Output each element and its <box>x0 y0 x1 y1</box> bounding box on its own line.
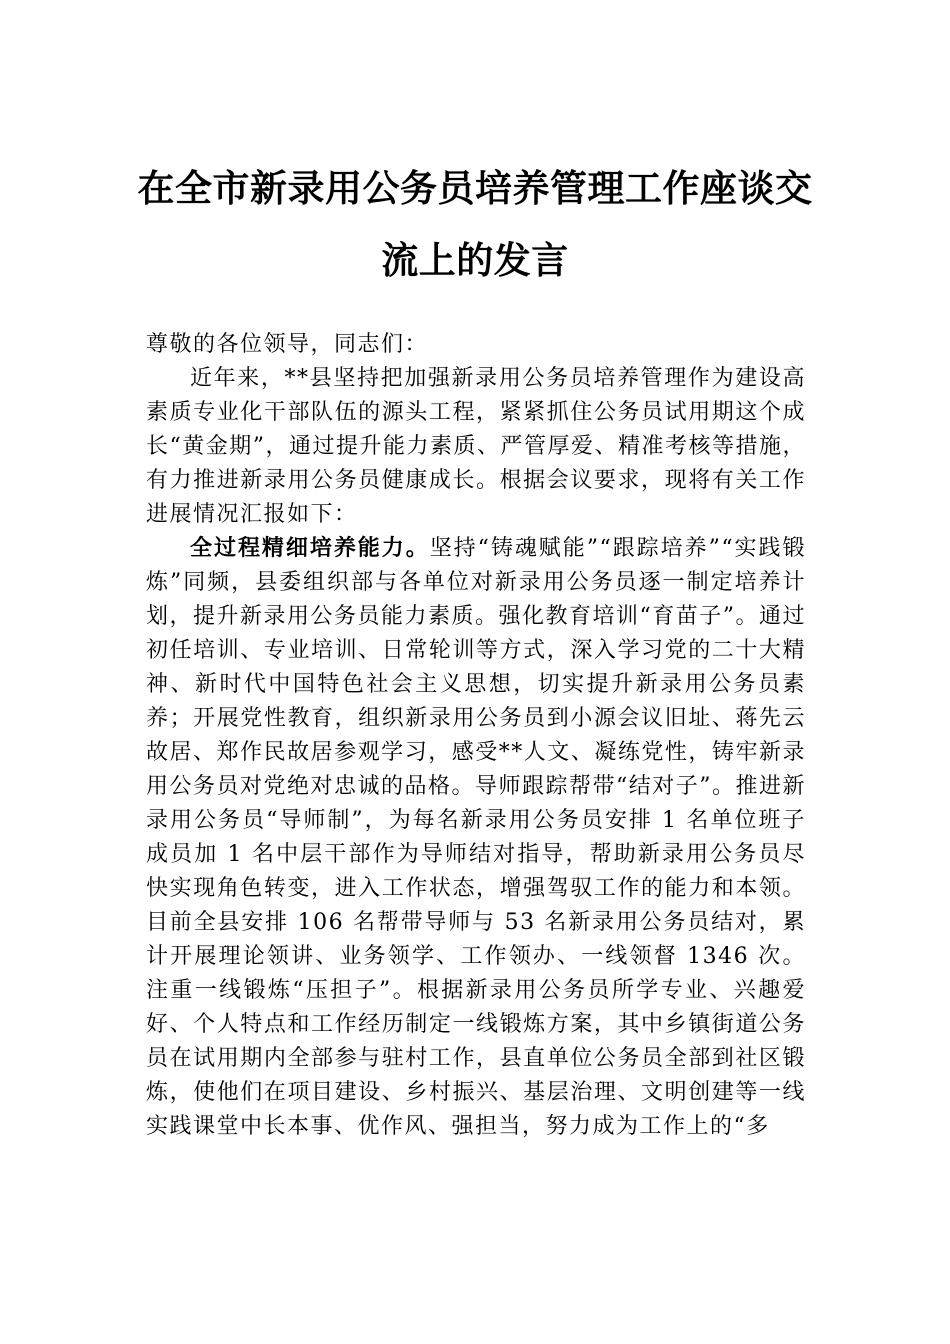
intro-paragraph: 近年来，**县坚持把加强新录用公务员培养管理作为建设高素质专业化干部队伍的源头工程，紧紧抓住公务员试用期这个成长“黄金期”，通过提升能力素质、严管厚爱、精准考核等措施，有力推进新录用公务员健康成长。根据会议要求，现将有关工作进展情况汇报如下： <box>146 366 806 527</box>
section-1-body: 坚持“铸魂赋能”“跟踪培养”“实践锻炼”同频，县委组织部与各单位对新录用公务员逐一制定培养计划，提升新录用公务员能力素质。强化教育培训“育苗子”。通过初任培训、专业培训、日常轮训等方式，深入学习党的二十大精神、新时代中国特色社会主义思想，切实提升新录用公务员素养；开展党性教育，组织新录用公务员到小源会议旧址、蒋先云故居、郑作民故居参观学习，感受**人文、凝练党性，铸牢新录用公务员对党绝对忠诚的品格。导师跟踪帮带“结对子”。推进新录用公务员“导师制”，为每名新录用公务员安排 1 名单位班子成员加 1 名中层干部作为导师结对指导，帮助新录用公务员尽快实现角色转变，进入工作状态，增强驾驭工作的能力和本领。目前全县安排 106 名帮带导师与 53 名新录用公务员结对，累计开展理论领讲、业务领学、工作领办、一线领督 1346 次。注重一线锻炼“压担子”。根据新录用公务员所学专业、兴趣爱好、个人特点和工作经历制定一线锻炼方案，其中乡镇街道公务员在试用期内全部参与驻村工作，县直单位公务员全部到社区锻炼，使他们在项目建设、乡村振兴、基层治理、文明创建等一线实践课堂中长本事、优作风、强担当，努力成为工作上的“多 <box>146 536 806 1139</box>
document-body <box>146 328 806 1144</box>
section-1-paragraph <box>146 532 806 1144</box>
title-line-1: 在全市新录用公务员培养管理工作座谈交 <box>137 166 813 210</box>
section-1-heading: 全过程精细培养能力。 <box>190 536 430 561</box>
title-line-2: 流上的发言 <box>381 238 569 282</box>
salutation: 尊敬的各位领导，同志们： <box>146 332 429 357</box>
document-title <box>120 152 830 296</box>
